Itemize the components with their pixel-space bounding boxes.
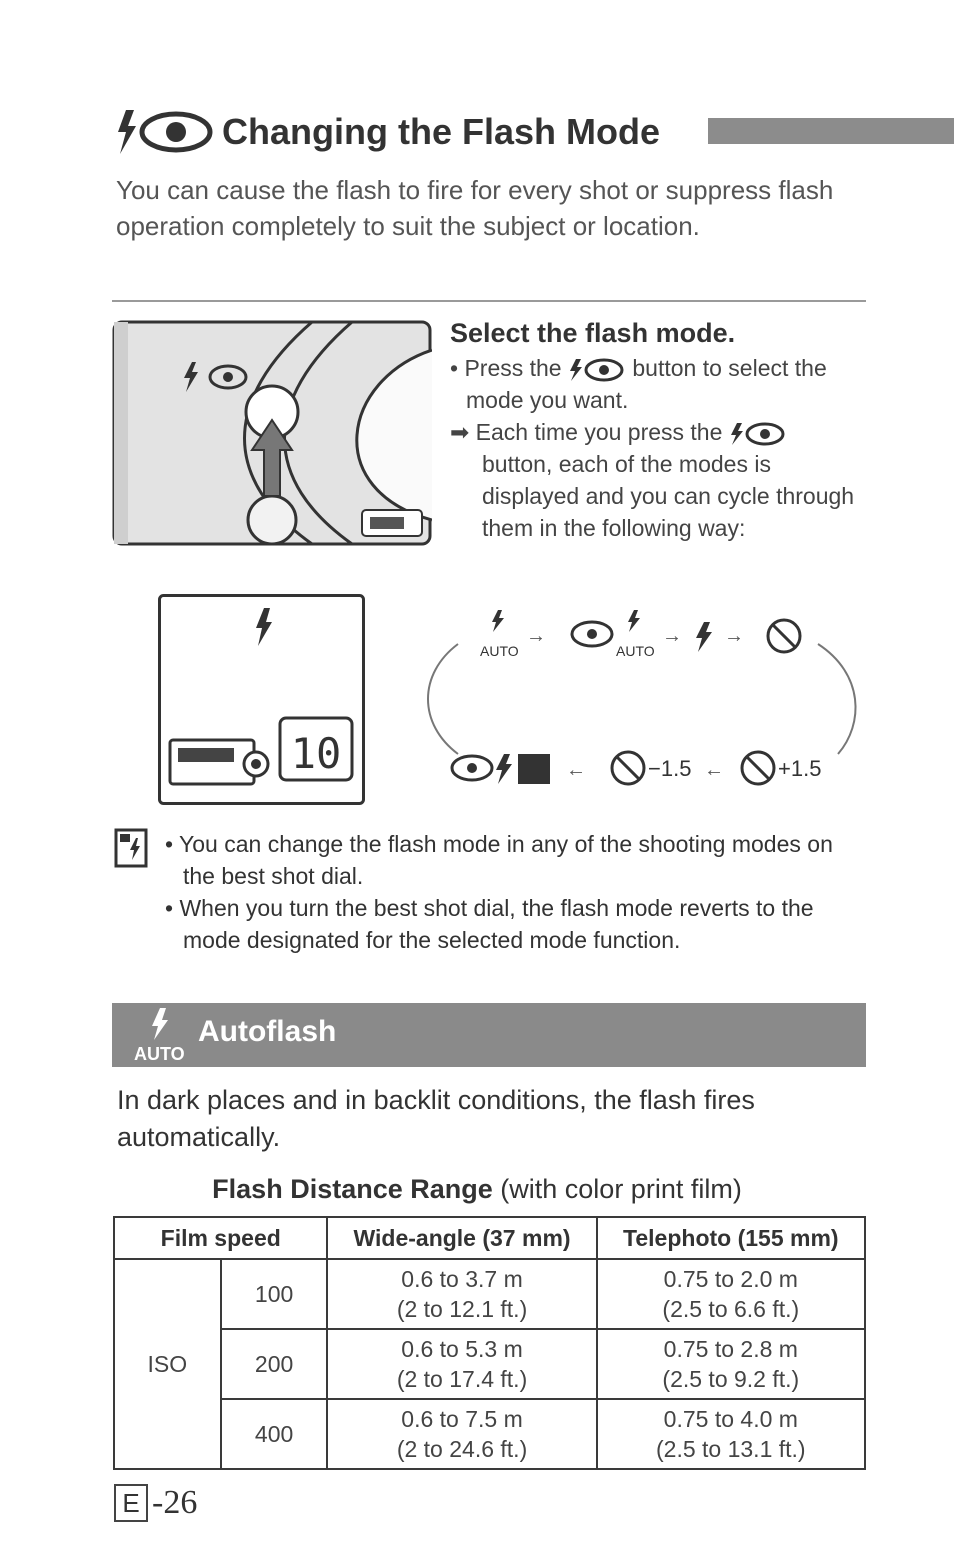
header-wide-angle: Wide-angle (37 mm) <box>327 1217 596 1259</box>
step-result <box>450 416 860 544</box>
step-bullet <box>450 352 860 416</box>
note-item: • You can change the flash mode in any of the shooting modes on the best shot dial. <box>165 831 833 889</box>
flash-auto-icon <box>492 610 504 632</box>
wide-metric: 0.6 to 5.3 m <box>401 1336 523 1362</box>
step-result-post: button, each of the modes is displayed and you can cycle through them in the following way: <box>482 451 855 541</box>
arrow-right: → <box>724 625 744 647</box>
step-bullet-post: button to select the mode you want. <box>466 355 827 413</box>
wide-metric: 0.6 to 7.5 m <box>401 1406 523 1432</box>
iso-value: 200 <box>221 1329 328 1399</box>
flash-red-eye-icon <box>568 357 626 383</box>
plus-exposure-label: +1.5 <box>778 756 822 781</box>
page-title <box>114 108 660 156</box>
note-item: • When you turn the best shot dial, the flash mode reverts to the mode designated for the selected mode function. <box>165 895 814 953</box>
arrow-left: ← <box>704 759 724 781</box>
intro-text: You can cause the flash to fire for every shot or suppress flash operation completely to suit the subject or location. <box>116 175 834 241</box>
tele-range <box>597 1399 865 1469</box>
wide-imperial: (2 to 17.4 ft.) <box>396 1366 528 1392</box>
auto-label: AUTO <box>134 1044 185 1064</box>
tele-range <box>597 1329 865 1399</box>
header-telephoto: Telephoto (155 mm) <box>597 1217 865 1259</box>
autoflash-description: In dark places and in backlit conditions, the flash fires automatically. <box>117 1085 755 1152</box>
note-list <box>165 828 865 956</box>
table-title-rest: (with color print film) <box>500 1174 742 1204</box>
auto-label-2: AUTO <box>616 643 655 659</box>
night-scene-icon <box>518 754 550 784</box>
flash-on-icon <box>696 622 712 652</box>
tele-metric: 0.75 to 2.0 m <box>663 1266 798 1292</box>
table-title-bold: Flash Distance Range <box>212 1174 493 1204</box>
table-row <box>114 1399 865 1469</box>
table-row <box>114 1259 865 1329</box>
wide-metric: 0.6 to 3.7 m <box>401 1266 523 1292</box>
wide-range <box>327 1399 596 1469</box>
tele-imperial: (2.5 to 6.6 ft.) <box>662 1296 800 1322</box>
tele-range <box>597 1259 865 1329</box>
tele-metric: 0.75 to 4.0 m <box>663 1406 798 1432</box>
iso-label: ISO <box>114 1259 221 1469</box>
tele-metric: 0.75 to 2.8 m <box>663 1336 798 1362</box>
step-bullet-pre: • Press the <box>450 355 562 381</box>
flash-auto-icon <box>628 610 640 632</box>
divider <box>112 300 866 302</box>
table-title <box>0 1174 954 1205</box>
arrow-right: → <box>526 625 546 647</box>
tele-imperial: (2.5 to 13.1 ft.) <box>656 1436 806 1462</box>
tele-imperial: (2.5 to 9.2 ft.) <box>662 1366 800 1392</box>
arrow-left: ← <box>566 759 586 781</box>
wide-range <box>327 1329 596 1399</box>
title-decoration-bar <box>708 118 954 144</box>
step-title: Select the flash mode. <box>450 318 736 348</box>
language-marker: E <box>114 1484 148 1522</box>
frame-counter: 10 <box>290 729 342 778</box>
step-instructions <box>450 352 860 544</box>
table-header-row <box>114 1217 865 1259</box>
section-title: Autoflash <box>198 1015 337 1048</box>
page-title-text: Changing the Flash Mode <box>222 111 660 152</box>
minus-exposure-label: −1.5 <box>648 756 692 781</box>
wide-range <box>327 1259 596 1329</box>
iso-value: 400 <box>221 1399 328 1469</box>
iso-value: 100 <box>221 1259 328 1329</box>
flash-distance-table <box>113 1216 866 1470</box>
wide-imperial: (2 to 12.1 ft.) <box>396 1296 528 1322</box>
header-film-speed: Film speed <box>114 1217 327 1259</box>
wide-imperial: (2 to 24.6 ft.) <box>396 1436 528 1462</box>
flash-red-eye-icon <box>729 421 787 447</box>
flash-auto-icon <box>132 1006 188 1064</box>
step-result-pre: ➡ Each time you press the <box>450 419 723 445</box>
memo-icon <box>114 828 148 868</box>
page-number: -26 <box>152 1484 198 1521</box>
page-footer <box>114 1484 197 1522</box>
flash-red-eye-icon <box>114 108 214 156</box>
camera-top-illustration <box>112 320 432 546</box>
table-row <box>114 1329 865 1399</box>
lcd-panel <box>158 594 366 806</box>
flash-on-icon <box>496 754 512 784</box>
flash-mode-cycle-diagram <box>418 604 864 800</box>
auto-label-1: AUTO <box>480 643 519 659</box>
arrow-right: → <box>662 625 682 647</box>
